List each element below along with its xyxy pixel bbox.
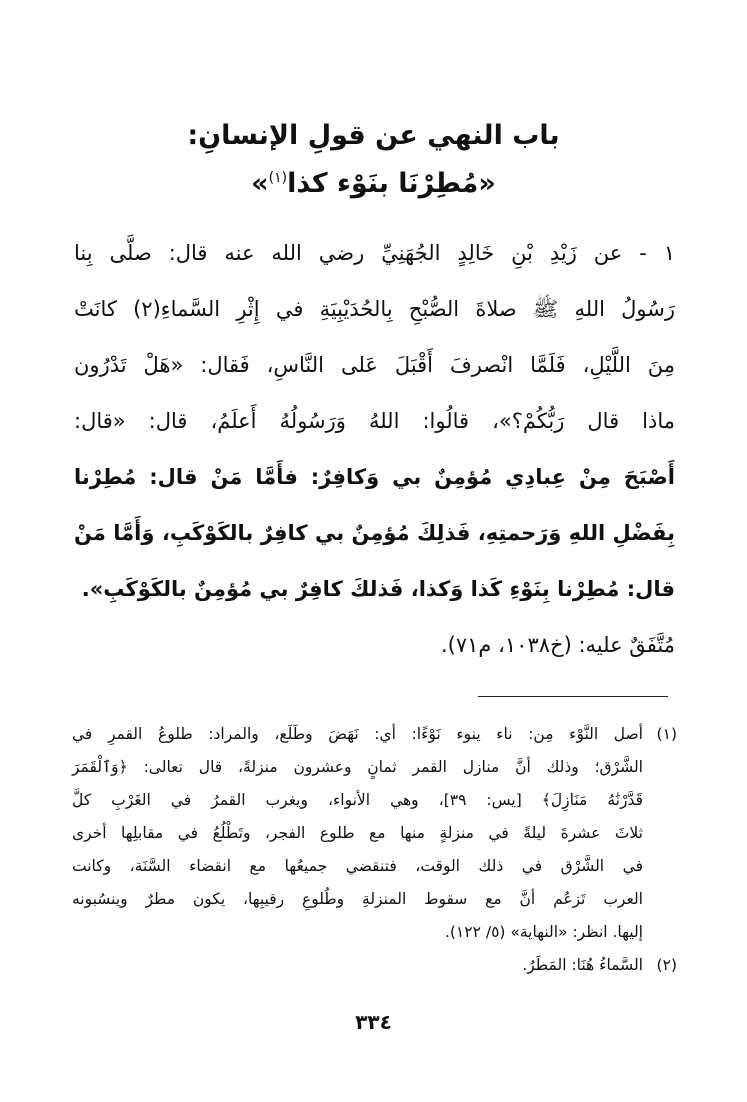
- hadith-line-4: ماذا قال رَبُّكُمْ؟»، قالُوا: اللهُ وَرَسُولُهُ أَعلَمُ، قال: «قال:: [74, 409, 675, 433]
- hadith-line-3: مِنَ اللَّيْلِ، فَلَمَّا انْصرفَ أَقْبَلَ عَلى النَّاسِ، فَقال: «هَلْ تَدْرُون: [74, 353, 675, 377]
- footnote-line: العرب تَزعُم أنَّ مع سقوط المنزلةِ وطُلوعِ رقيبِها، يكون مطرٌ وينسُبونه: [72, 890, 643, 908]
- footnote-line: إليها. انظر: «النهاية» (٥/ ١٢٢).: [444, 923, 643, 941]
- chapter-title-close-quote: »: [251, 168, 269, 199]
- footnote-line: في الشَّرْق في ذلك الوقت، فتنقضي جميعُها مع انقضاء السَّنَة، وكانت: [72, 857, 643, 875]
- chapter-title-line-1: باب النهي عن قولِ الإنسانِ:: [187, 120, 560, 151]
- footnote-body: [72, 718, 643, 949]
- hadith-line-2: رَسُولُ اللهِ ﷺ صلاةَ الصُّبْحِ بِالحُدَيْبِيَةِ في إِثْرِ السَّماءِ(٢) كانَتْ: [74, 297, 676, 321]
- footnote-number: (١): [656, 725, 677, 743]
- hadith-text: [74, 225, 675, 673]
- footnote-line: قَدَّرْنَٰهُ مَنَازِلَ﴾ [يس: ٣٩]، وهي الأنواء، ويغرب القمرُ في الغَرْبِ كلَّ: [72, 791, 643, 809]
- footnotes: [72, 718, 677, 982]
- footnote-2: [72, 949, 677, 982]
- footnote-ref-1: (١): [268, 170, 288, 186]
- chapter-title-line-2: [60, 160, 687, 208]
- footnote-line: الشَّرْق؛ وذلك أنَّ منازل القمر ثمانٍ وعشرون منزلةً، قال تعالى: ﴿وَٱلْقَمَرَ: [72, 758, 643, 776]
- hadith-line-5: أَصْبَحَ مِنْ عِبادِي مُؤمِنٌ بي وَكافِرٌ: فأَمَّا مَنْ قال: مُطِرْنا: [74, 465, 675, 489]
- footnote-1: [72, 718, 677, 949]
- page-number: ٣٣٤: [355, 1010, 392, 1034]
- footnote-body: [72, 949, 643, 982]
- footnote-line: ثلاثَ عشرةَ ليلةً في منزلةٍ منها مع طلوع الفجر، وتَطْلُعُ في مقابلِها أخرى: [72, 824, 643, 842]
- hadith-line-6: بِفَضْلِ اللهِ وَرَحمتِهِ، فَذلِكَ مُؤمِنٌ بي كافِرٌ بالكَوْكَبِ، وَأَمَّا مَنْ: [74, 521, 675, 545]
- footnote-separator: [478, 696, 668, 697]
- chapter-title-quote: «مُطِرْنَا بنَوْء كذا: [287, 168, 496, 199]
- hadith-source-reference: مُتَّفَقٌ عليه: (خ١٠٣٨، م٧١).: [440, 633, 675, 657]
- footnote-line: أصل النَّوْء مِن: ناء ينوء نَوْءًا: أي: نَهَضَ وطَلَع، والمراد: طلوعُ القمرِ في: [72, 725, 643, 743]
- footnote-line: السَّماءُ هُنَا: المَطَرُ.: [522, 956, 643, 974]
- footnote-number: (٢): [656, 956, 677, 974]
- hadith-line-7: قال: مُطِرْنا بِنَوْءِ كَذا وَكذا، فَذلكَ كافِرٌ بي مُؤمِنٌ بالكَوْكَبِ».: [81, 577, 675, 601]
- chapter-heading: [60, 112, 687, 208]
- hadith-line-1: ١ - عن زَيْدِ بْنِ خَالِدٍ الجُهَنِيِّ رضي الله عنه قال: صلَّى بِنا: [74, 241, 675, 265]
